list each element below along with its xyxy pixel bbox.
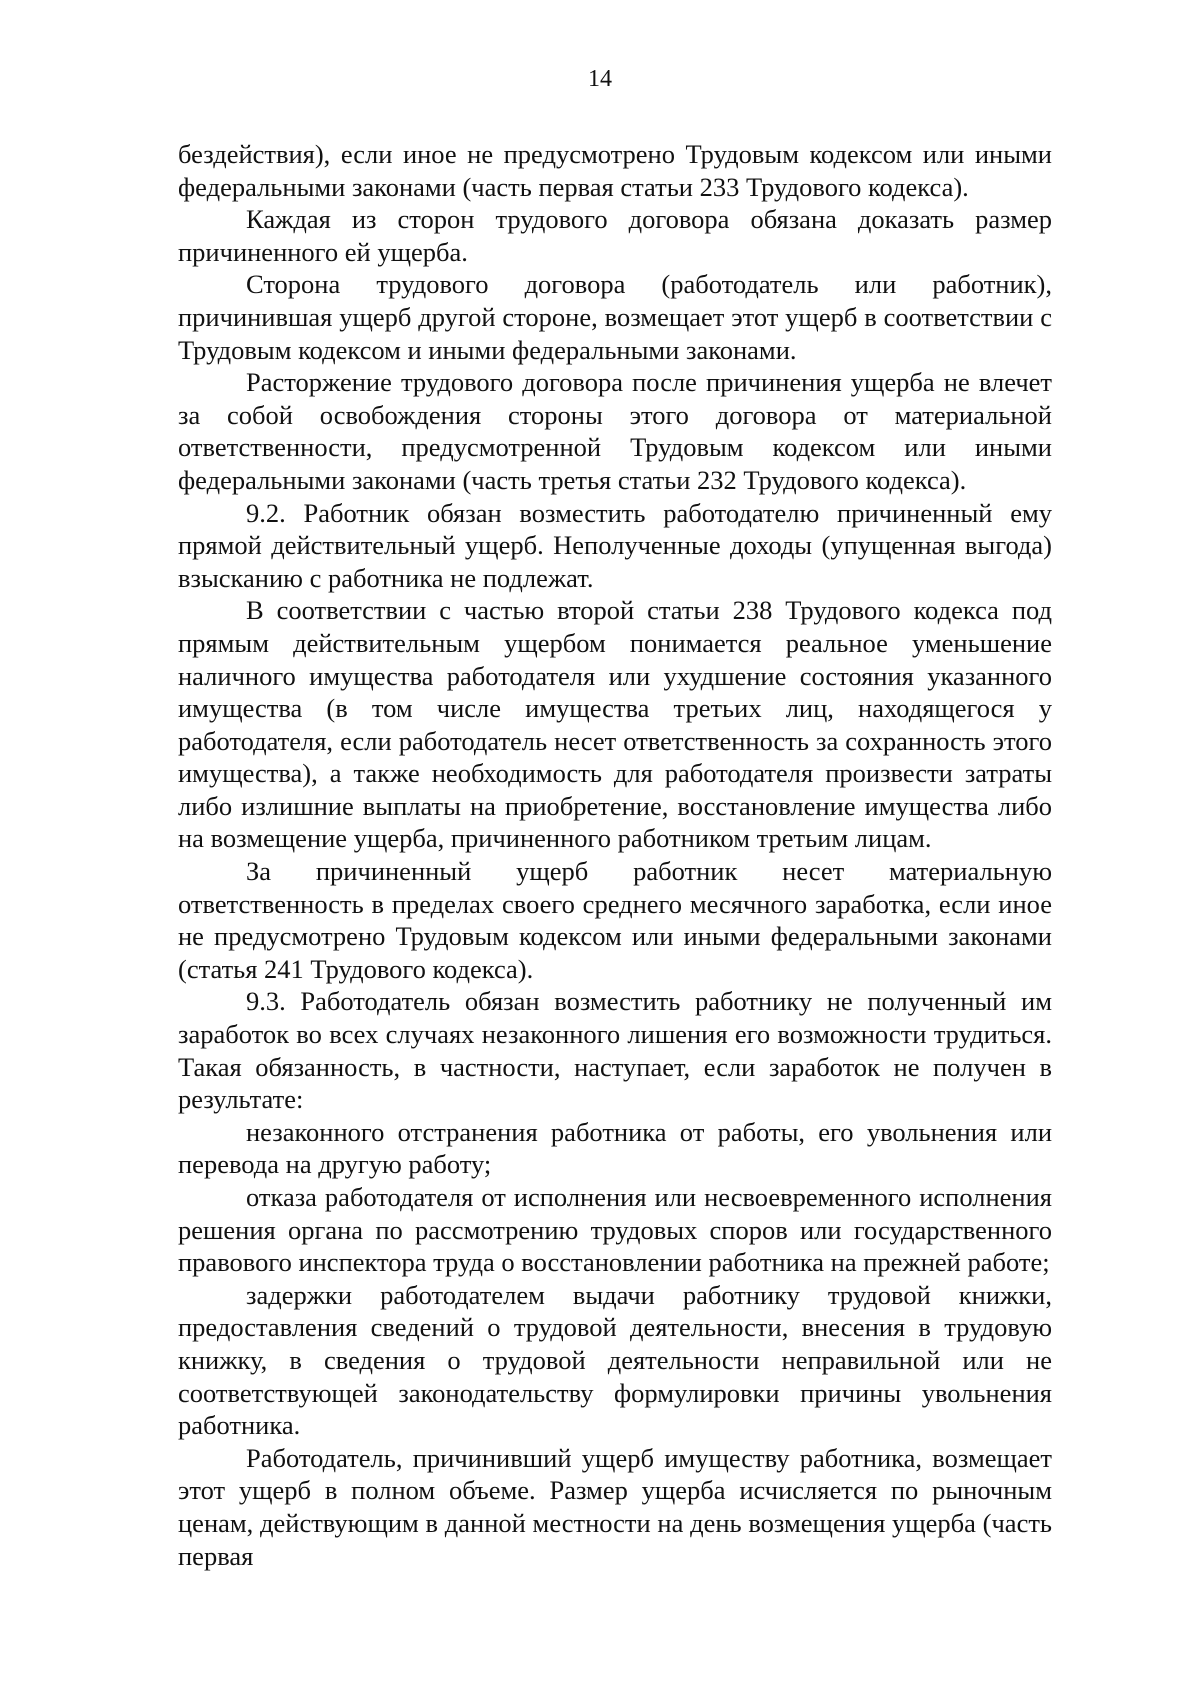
paragraph-continuation: бездействия), если иное не предусмотрено Трудовым кодексом или иными федеральными законами (часть первая статьи 233 Трудового кодекса). (178, 139, 1052, 202)
list-item-delay: задержки работодателем выдачи работнику трудовой книжки, предоставления сведений о трудовой деятельности, внесения в трудовую книжку, в сведения о трудовой деятельности неправильной или не соответствующей законодательству формулировки причины увольнения работника. (178, 1279, 1052, 1441)
list-item-removal: незаконного отстранения работника от работы, его увольнения или перевода на другую работу; (178, 1116, 1052, 1180)
paragraph-liability-limit: За причиненный ущерб работник несет материальную ответственность в пределах своего среднего месячного заработка, если иное не предусмотрено Трудовым кодексом или иными федеральными законами (статья 241 Трудового кодекса). (178, 856, 1052, 984)
paragraph-direct-damage: В соответствии с частью второй статьи 238 Трудового кодекса под прямым действительным ущербом понимается реальное уменьшение наличного имущества работодателя или ухудшение состояния указанного имущества (в том числе имущества третьих лиц, находящегося у работодателя, если работодатель несет ответственность за сохранность этого имущества), а также необходимость для работодателя произвести затраты либо излишние выплаты на приобретение, восстановление имущества либо на возмещение ущерба, причиненного работником третьим лицам. (178, 595, 1052, 854)
list-item-refusal: отказа работодателя от исполнения или несвоевременного исполнения решения органа по рассмотрению трудовых споров или государственного правового инспектора труда о восстановлении работника на прежней работе; (178, 1182, 1052, 1278)
page-number: 14 (588, 66, 612, 92)
paragraph-termination: Расторжение трудового договора после причинения ущерба не влечет за собой освобождения стороны этого договора от материальной ответственности, предусмотренной Трудовым кодексом или иными федеральными законами (часть третья статьи 232 Трудового кодекса). (178, 367, 1052, 495)
paragraph-burden-of-proof: Каждая из сторон трудового договора обязана доказать размер причиненного ей ущерба. (178, 204, 1052, 267)
paragraph-property-damage: Работодатель, причинивший ущерб имуществу работника, возмещает этот ущерб в полном объеме. Размер ущерба исчисляется по рыночным ценам, действующим в данной местности на день возмещения ущерба (часть первая (178, 1442, 1052, 1571)
paragraph-9-2: 9.2. Работник обязан возместить работодателю причиненный ему прямой действительный ущерб. Неполученные доходы (упущенная выгода) взысканию с работника не подлежат. (178, 497, 1052, 593)
paragraph-9-3: 9.3. Работодатель обязан возместить работнику не полученный им заработок во всех случаях незаконного лишения его возможности трудиться. Такая обязанность, в частности, наступает, если заработок не получен в результате: (178, 986, 1052, 1115)
document-body (178, 138, 1052, 1572)
paragraph-compensation: Сторона трудового договора (работодатель или работник), причинившая ущерб другой стороне, возмещает этот ущерб в соответствии с Трудовым кодексом и иными федеральными законами. (178, 269, 1052, 365)
